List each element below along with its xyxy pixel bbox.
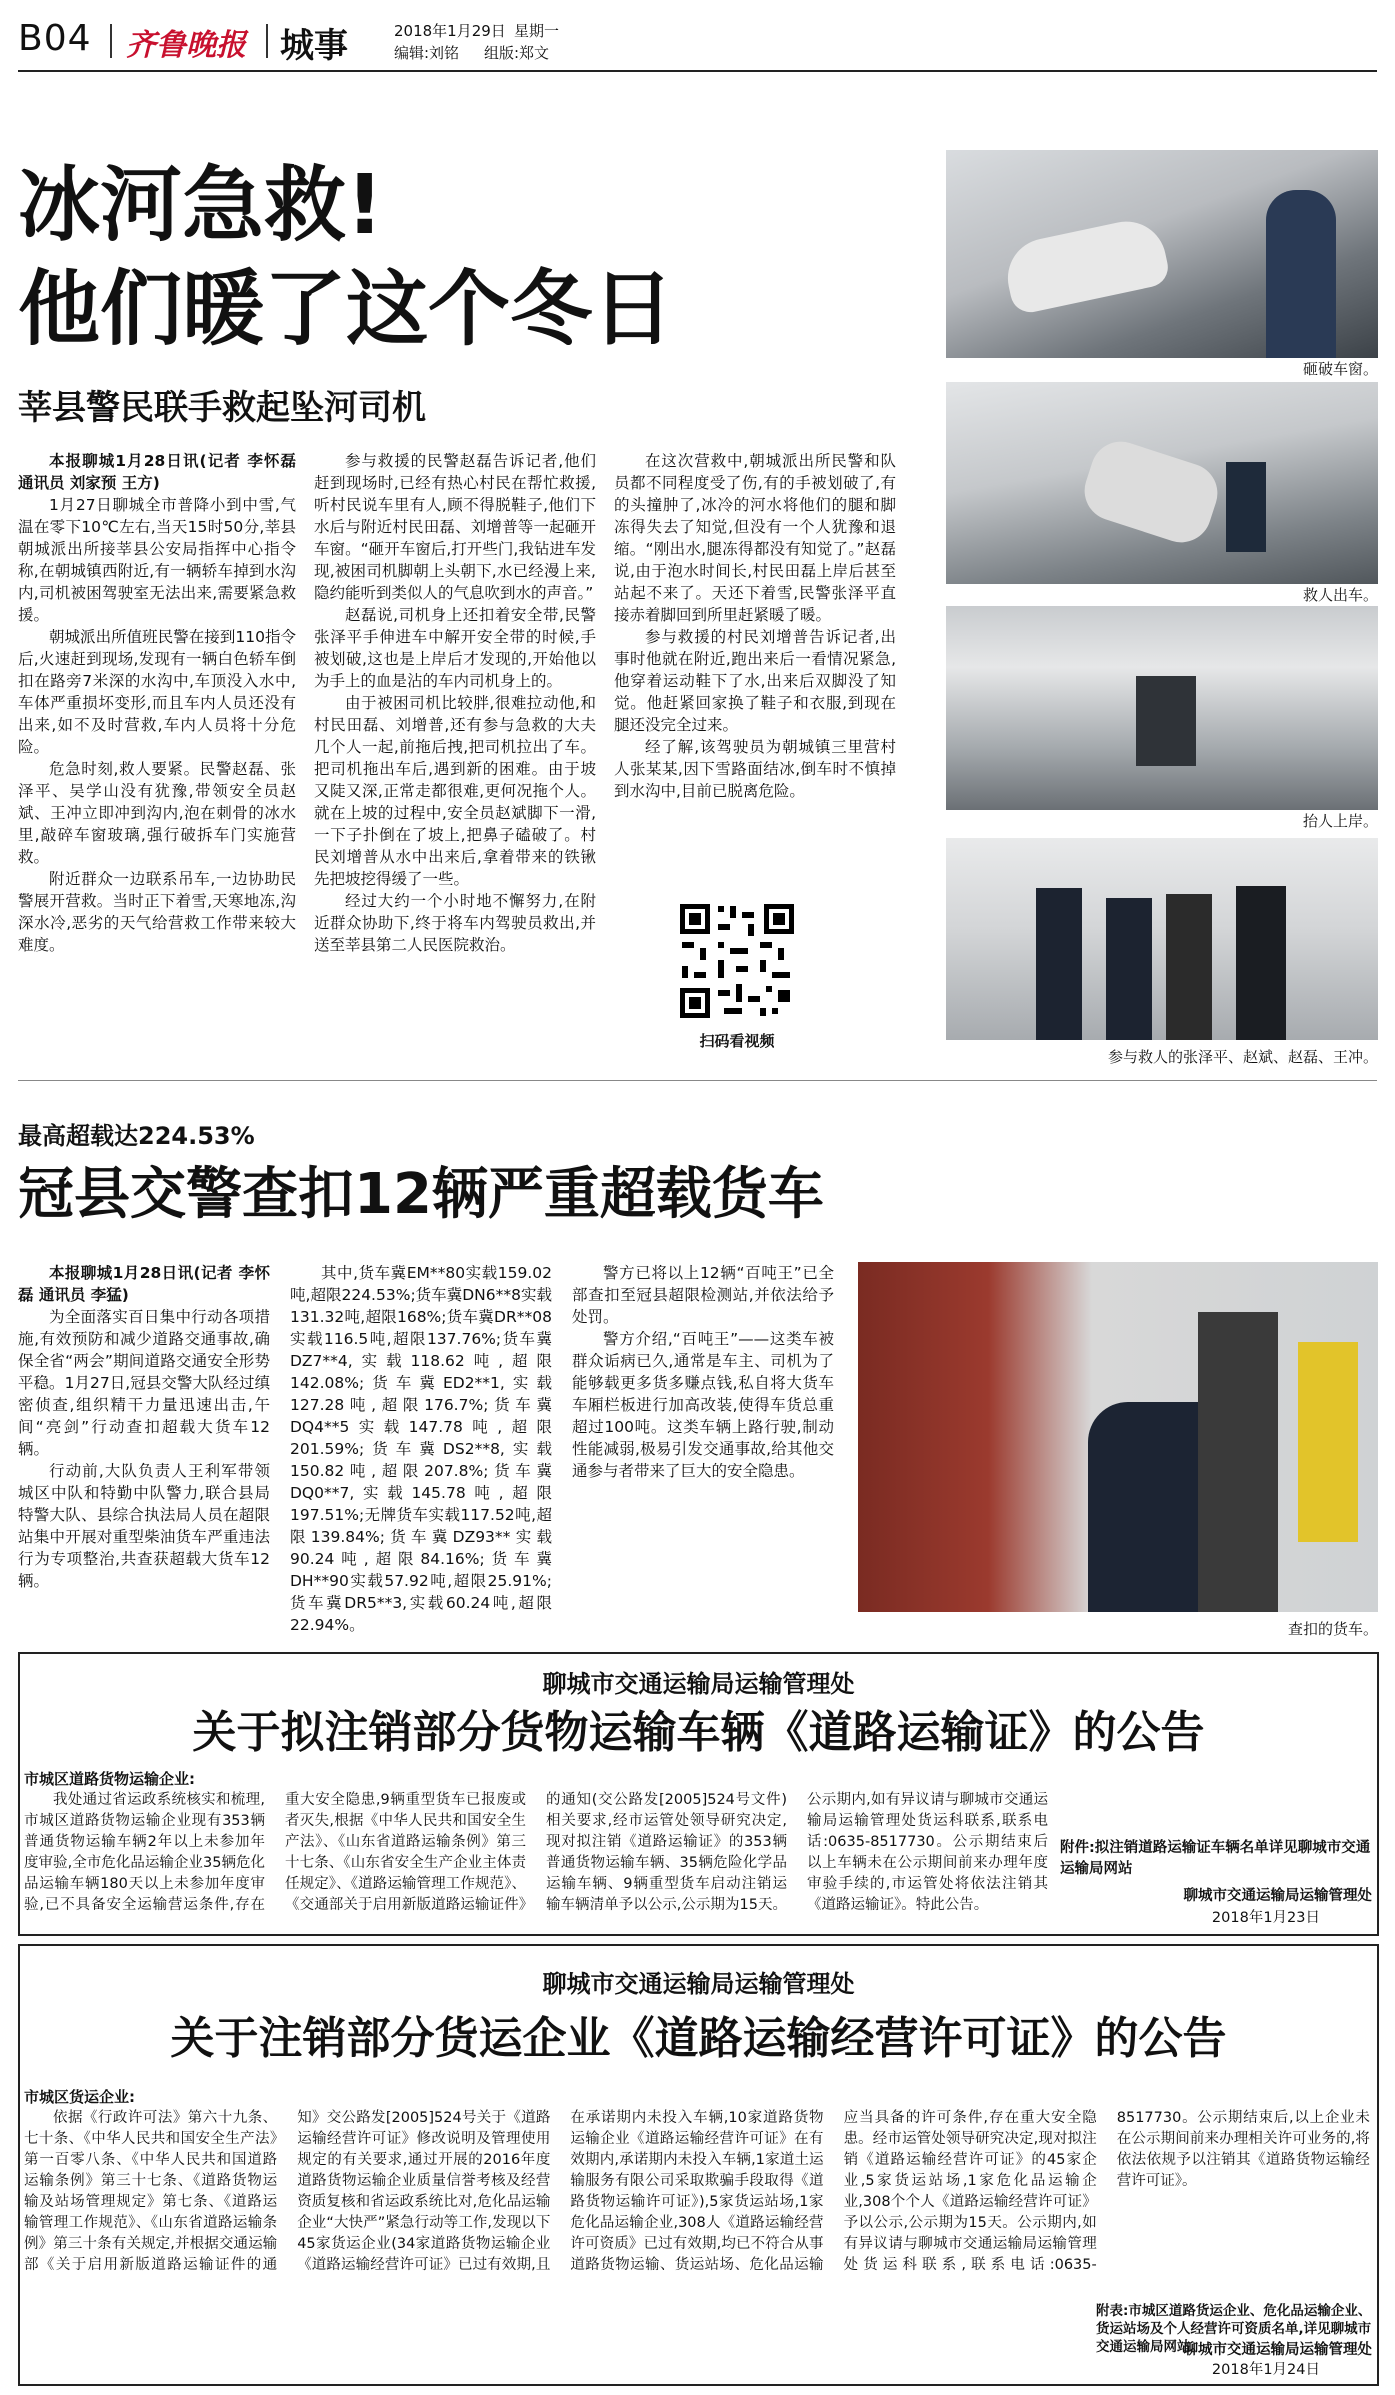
article1-col3 [614, 450, 896, 890]
header-divider [110, 24, 112, 58]
article2-col3 [572, 1262, 834, 1642]
article1-rule [18, 1080, 1377, 1081]
notice2-box [18, 1944, 1379, 2386]
article1-title-line2: 他们暖了这个冬日 [18, 262, 675, 357]
notice1-para: 我处通过省运政系统核实和梳理,市城区道路货物运输企业现有353辆普通货物运输车辆2年以上未参加年度审验,全市危化品运输企业35辆危化品运输车辆180天以上未参加年度审验,已不具备安全运输营运条件,存在重大安全隐患,9辆重型货车已报废或者灭失,根据《中华人民共和国安全生产法》、《山东省道路运输条例》第三十七条、《山东省安全生产企业主体责任规定》、《道路运输管理工作规范》、《交通部关于启用新版道路运输证件》的通知(交公路发[2005]524号文件)相关要求,经市运管处领导研究决定,现对拟注销《道路运输证》的353辆普通货物运输车辆、35辆危险化学品运输车辆、9辆重型货车启动注销运输车辆清单予以公示,公示期为15天。公示期内,如有异议请与聊城市交通运输局运输管理处货运科联系,联系电话:0635-8517730。公示期结束后以上车辆未在公示期间前来办理年度审验手续的,市运管处将依法注销其《道路运输证》。特此公告。 [24, 1792, 1048, 1913]
article1-subtitle: 莘县警民联手救起坠河司机 [18, 388, 426, 428]
article1-para: 1月27日聊城全市普降小到中雪,气温在零下10℃左右,当天15时50分,莘县朝城派出所接莘县公安局指挥中心指令称,在朝城镇西附近,有一辆轿车掉到水沟内,司机被困驾驶室无法出来,需要紧急救援。 [18, 496, 296, 624]
article1-para: 参与救援的村民刘增普告诉记者,出事时他就在附近,跑出来后一看情况紧急,他穿着运动鞋下了水,出来后双脚没了知觉。他赶紧回家换了鞋子和衣服,到现在腿还没完全过来。 [614, 628, 896, 734]
notice2-sign: 聊城市交通运输局运输管理处 [1183, 2342, 1372, 2358]
header-layout-editor: 组版:郑文 [484, 44, 550, 62]
header-editor: 编辑:刘铭 [394, 44, 460, 62]
notice1-sign: 聊城市交通运输局运输管理处 [1183, 1888, 1372, 1904]
photo-carry-ashore [946, 606, 1378, 810]
header-date: 2018年1月29日 [394, 22, 506, 40]
notice2-attach: 附表:市城区道路货运企业、危化品运输企业、货运站场及个人经营许可资质名单,详见聊城市交通运输局网站。 [1096, 2303, 1372, 2355]
photo-overloaded-truck [858, 1262, 1378, 1612]
photo-rescue-from-car [946, 382, 1378, 584]
caption-2: 救人出车。 [1302, 586, 1378, 604]
caption-truck: 查扣的货车。 [1287, 1620, 1378, 1638]
article1-col2 [314, 450, 596, 1070]
header-divider-2 [266, 24, 268, 58]
notice2-title: 关于注销部分货运企业《道路运输经营许可证》的公告 [170, 2013, 1227, 2064]
notice2-body [24, 2108, 1370, 2298]
caption-4: 参与救人的张泽平、赵斌、赵磊、王冲。 [1107, 1048, 1378, 1066]
qr-caption: 扫码看视频 [699, 1032, 775, 1050]
article2-title: 冠县交警查扣12辆严重超载货车 [18, 1162, 824, 1227]
notice2-district: 市城区货运企业: [24, 2088, 135, 2106]
caption-1: 砸破车窗。 [1302, 360, 1378, 378]
notice1-org: 聊城市交通运输局运输管理处 [542, 1670, 855, 1698]
notice2-para: 依据《行政许可法》第六十九条、七十条、《中华人民共和国安全生产法》第一百零八条、《中华人民共和国道路运输条例》第三十七条、《道路货物运输及站场管理规定》第七条、《道路运输管理工作规范》、《山东省道路运输条例》第三十条有关规定,并根据交通运输部《关于启用新版道路运输证件的通知》交公路发[2005]524号关于《道路运输经营许可证》修改说明及管理使用规定的有关要求,通过开展的2016年度道路货物运输企业质量信誉考核及经营资质复核和省运政系统比对,危化品运输企业“大快严”紧急行动等工作,发现以下45家货运企业(34家道路货物运输企业《道路运输经营许可证》已过有效期,且在承诺期内未投入车辆,10家道路货物运输企业《道路运输经营许可证》在有效期内,承诺期内未投入车辆,1家道土运输服务有限公司采取欺骗手段取得《道路货物运输许可证》),5家货运站场,1家危化品运输企业,308人《道路运输经营许可资质》已过有效期,均已不符合从事道路货物运输、货运站场、危化品运输应当具备的许可条件,存在重大安全隐患。经市运管处领导研究决定,现对拟注销《道路运输经营许可证》的45家企业,5家货运站场,1家危化品运输企业,308个个人《道路运输经营许可证》予以公示,公示期为15天。公示期内,如有异议请与聊城市交通运输局运输管理处货运科联系,联系电话:0635-8517730。公示期结束后,以上企业未在公示期间前来办理相关许可业务的,将依法依规予以注销其《道路货物运输经营许可证》。 [24, 2110, 1370, 2273]
page-header [18, 14, 1377, 66]
article2-kicker: 最高超载达224.53% [18, 1122, 255, 1150]
notice1-attach: 附件:拟注销道路运输证车辆名单详见聊城市交通运输局网站 [1060, 1840, 1371, 1877]
article1-para: 经过大约一个小时地不懈努力,在附近群众协助下,终于将车内驾驶员救出,并送至莘县第二人民医院救治。 [314, 892, 596, 954]
notice1-district: 市城区道路货物运输企业: [24, 1770, 195, 1788]
article2-col2 [290, 1262, 552, 1642]
article1-title-line1: 冰河急救! [18, 158, 384, 253]
article1-byline: 本报聊城1月28日讯(记者 李怀磊 通讯员 刘家预 王方) [18, 452, 296, 492]
article2-para: 为全面落实百日集中行动各项措施,有效预防和减少道路交通事故,确保全省“两会”期间道路交通安全形势平稳。1月27日,冠县交警大队经过缜密侦查,组织精干力量迅速出击,午间“亮剑”行动查扣超载大货车12辆。 [18, 1308, 270, 1458]
article2-para: 警方已将以上12辆“百吨王”已全部查扣至冠县超限检测站,并依法给予处罚。 [572, 1264, 834, 1326]
page-number: B04 [18, 18, 92, 59]
article2-byline: 本报聊城1月28日讯(记者 李怀磊 通讯员 李猛) [18, 1264, 270, 1304]
notice1-body [24, 1790, 1048, 1930]
caption-3: 抬人上岸。 [1302, 812, 1378, 830]
article2-col1 [18, 1262, 270, 1642]
article1-col1 [18, 450, 296, 1070]
header-weekday: 星期一 [514, 22, 560, 40]
article1-para: 参与救援的民警赵磊告诉记者,他们赶到现场时,已经有热心村民在帮忙救援,听村民说车里有人,顾不得脱鞋子,他们下水后与附近村民田磊、刘增普等一起砸开车窗。“砸开车窗后,打开些门,我钻进车发现,被困司机脚朝上头朝下,水已经漫上来,隐约能听到类似人的气息吹到水的声音。” [314, 452, 596, 602]
paper-logo: 齐鲁晚报 [126, 28, 246, 63]
article1-para: 附近群众一边联系吊车,一边协助民警展开营救。当时正下着雪,天寒地冻,沟深水冷,恶劣的天气给营救工作带来较大难度。 [18, 870, 296, 954]
notice1-box [18, 1652, 1379, 1936]
photo-rescuers-group [946, 838, 1378, 1040]
section-title: 城事 [280, 26, 348, 66]
article1-para: 经了解,该驾驶员为朝城镇三里营村人张某某,因下雪路面结冰,倒车时不慎掉到水沟中,目前已脱离危险。 [614, 738, 896, 800]
header-rule [18, 70, 1377, 72]
article1-para: 朝城派出所值班民警在接到110指令后,火速赶到现场,发现有一辆白色轿车倒扣在路旁7米深的水沟中,车顶没入水中,车体严重损坏变形,而且车内人员还没有出来,如不及时营救,车内人员将十分危险。 [18, 628, 296, 756]
notice1-date: 2018年1月23日 [1211, 1910, 1320, 1926]
article1-para: 由于被困司机比较胖,很难拉动他,和村民田磊、刘增普,还有参与急救的大夫几个人一起,前拖后拽,把司机拉出了车。把司机拖出车后,遇到新的困难。由于坡又陡又深,正常走都很难,更何况拖个人。就在上坡的过程中,安全员赵斌脚下一滑,一下子扑倒在了坡上,把鼻子磕破了。村民刘增普从水中出来后,拿着带来的铁锹先把坡挖得缓了一些。 [314, 694, 596, 888]
article2-para: 其中,货车冀EM**80实载159.02吨,超限224.53%;货车冀DN6**8实载131.32吨,超限168%;货车冀DR**08实载116.5吨,超限137.76%;货车冀DZ7**4,实载118.62吨,超限142.08%;货车冀ED2**1,实载127.28吨,超限176.7%;货车冀DQ4**5实载147.78吨,超限201.59%;货车冀DS2**8,实载150.82吨,超限207.8%;货车冀DQ0**7,实载145.78吨,超限197.51%;无牌货车实载117.52吨,超限139.84%;货车冀DZ93**实载90.24吨,超限84.16%;货车冀DH**90实载57.92吨,超限25.91%;货车冀DR5**3,实载60.24吨,超限22.94%。 [290, 1264, 552, 1634]
notice1-title: 关于拟注销部分货物运输车辆《道路运输证》的公告 [192, 1707, 1205, 1758]
article1-para: 在这次营救中,朝城派出所民警和队员都不同程度受了伤,有的手被划破了,有的头撞肿了,冰冷的河水将他们的腿和脚冻得失去了知觉,但没有一个人犹豫和退缩。“刚出水,腿冻得都没有知觉了。”赵磊说,由于泡水时间长,村民田磊上岸后甚至站起不来了。天还下着雪,民警张泽平直接赤着脚回到所里赶紧暖了暖。 [614, 452, 896, 624]
article2-para: 行动前,大队负责人王利军带领城区中队和特勤中队警力,联合县局特警大队、县综合执法局人员在超限站集中开展对重型柴油货车严重违法行为专项整治,共查获超载大货车12辆。 [18, 1462, 270, 1590]
notice2-date: 2018年1月24日 [1211, 2362, 1320, 2378]
qr-code[interactable] [676, 900, 798, 1022]
notice2-org: 聊城市交通运输局运输管理处 [542, 1970, 855, 1998]
article1-para: 赵磊说,司机身上还扣着安全带,民警张泽平手伸进车中解开安全带的时候,手被划破,这也是上岸后才发现的,开始他以为手上的血是沾的车内司机身上的。 [314, 606, 596, 690]
article1-para: 危急时刻,救人要紧。民警赵磊、张泽平、吴学山没有犹豫,带领安全员赵斌、王冲立即冲到沟内,泡在刺骨的冰水里,敲碎车窗玻璃,强行破拆车门实施营救。 [18, 760, 296, 866]
photo-car-in-river [946, 150, 1378, 358]
article2-para: 警方介绍,“百吨王”——这类车被群众诟病已久,通常是车主、司机为了能够载更多货多赚点钱,私自将大货车车厢栏板进行加高改装,使得车货总重超过100吨。这类车辆上路行驶,制动性能减弱,极易引发交通事故,给其他交通参与者带来了巨大的安全隐患。 [572, 1330, 834, 1480]
